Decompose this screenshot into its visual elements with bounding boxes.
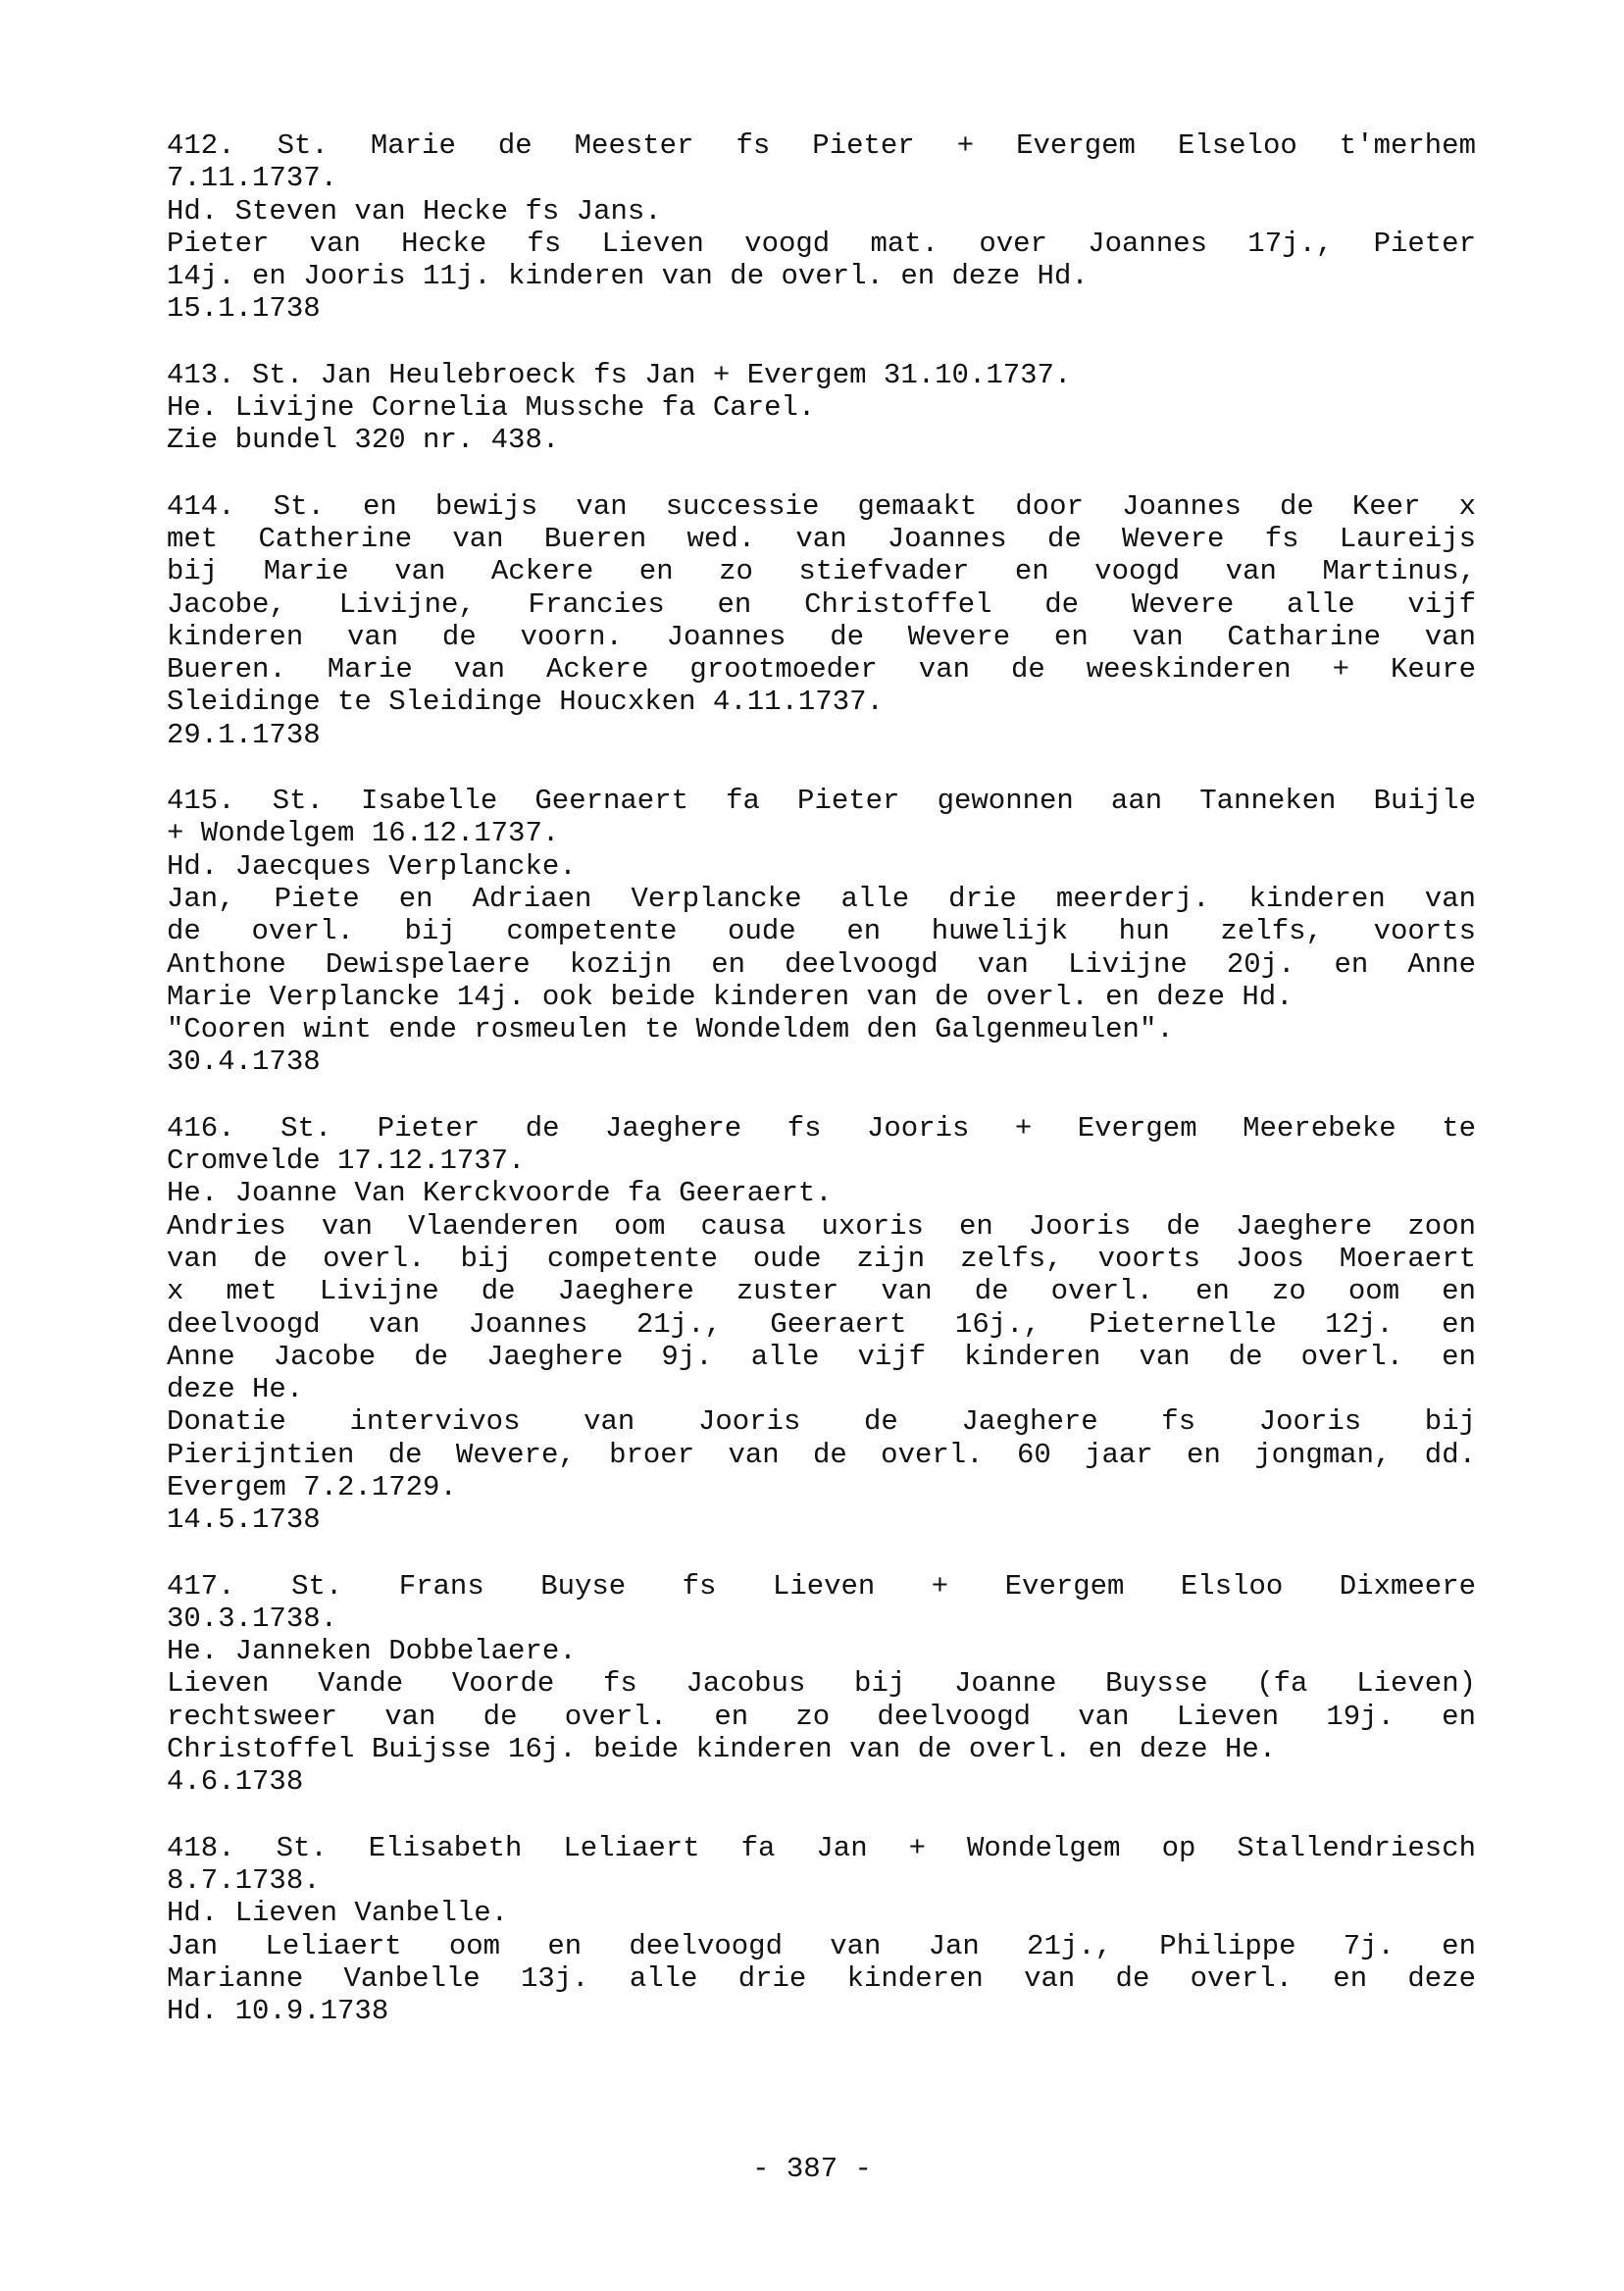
text-line: rechtsweer van de overl. en zo deelvoogd van Lieven 19j. en: [167, 1700, 1476, 1733]
text-line: 30.4.1738: [167, 1045, 321, 1079]
text-line: Pierijntien de Wevere, broer van de overl. 60 jaar en jongman, dd.: [167, 1438, 1476, 1471]
text-line: 14j. en Jooris 11j. kinderen van de overl. en deze Hd.: [167, 260, 1089, 293]
text-line: 15.1.1738: [167, 292, 321, 326]
text-line: 413. St. Jan Heulebroeck fs Jan + Evergem 31.10.1737.: [167, 358, 1072, 391]
record-entry: [167, 1832, 1476, 2028]
text-line: Sleidinge te Sleidinge Houcxken 4.11.1737.: [167, 686, 884, 719]
text-line: 7.11.1737.: [167, 162, 338, 195]
text-line: kinderen van de voorn. Joannes de Wevere en van Catharine van: [167, 620, 1476, 653]
text-line: x met Livijne de Jaeghere zuster van de overl. en zo oom en: [167, 1275, 1476, 1308]
text-line: Marianne Vanbelle 13j. alle drie kinderen van de overl. en deze: [167, 1961, 1476, 1995]
text-line: Jan, Piete en Adriaen Verplancke alle drie meerderj. kinderen van: [167, 882, 1476, 915]
text-line: 8.7.1738.: [167, 1863, 321, 1897]
text-line: Bueren. Marie van Ackere grootmoeder van de weeskinderen + Keure: [167, 653, 1476, 687]
text-line: 29.1.1738: [167, 718, 321, 751]
text-line: Lieven Vande Voorde fs Jacobus bij Joanne Buysse (fa Lieven): [167, 1667, 1476, 1701]
text-line: 14.5.1738: [167, 1503, 321, 1537]
text-line: deze He.: [167, 1373, 304, 1406]
text-line: He. Joanne Van Kerckvoorde fa Geeraert.: [167, 1177, 833, 1210]
text-line: 412. St. Marie de Meester fs Pieter + Evergem Elseloo t'merhem: [167, 129, 1476, 162]
text-line: Cromvelde 17.12.1737.: [167, 1145, 526, 1178]
document-body: [167, 129, 1476, 2061]
text-line: 4.6.1738: [167, 1765, 304, 1799]
text-line: Marie Verplancke 14j. ook beide kinderen van de overl. en deze Hd.: [167, 980, 1294, 1013]
text-line: Hd. Lieven Vanbelle.: [167, 1897, 509, 1930]
text-line: 414. St. en bewijs van successie gemaakt door Joannes de Keer x: [167, 489, 1476, 523]
record-entry: [167, 1570, 1476, 1799]
text-line: met Catherine van Bueren wed. van Joannes de Wevere fs Laureijs: [167, 522, 1476, 555]
text-line: Pieter van Hecke fs Lieven voogd mat. over Joannes 17j., Pieter: [167, 227, 1476, 260]
text-line: de overl. bij competente oude en huwelijk hun zelfs, voorts: [167, 915, 1476, 948]
text-line: He. Janneken Dobbelaere.: [167, 1635, 577, 1668]
record-entry: [167, 359, 1476, 457]
text-line: 415. St. Isabelle Geernaert fa Pieter gewonnen aan Tanneken Buijle: [167, 785, 1476, 818]
text-line: Andries van Vlaenderen oom causa uxoris en Jooris de Jaeghere zoon: [167, 1209, 1476, 1243]
text-line: Donatie intervivos van Jooris de Jaeghere fs Jooris bij: [167, 1405, 1476, 1439]
record-entry: [167, 1112, 1476, 1537]
text-line: + Wondelgem 16.12.1737.: [167, 817, 560, 850]
text-line: Evergem 7.2.1729.: [167, 1470, 457, 1503]
text-line: "Cooren wint ende rosmeulen te Wondeldem den Galgenmeulen".: [167, 1013, 1174, 1046]
text-line: He. Livijne Cornelia Mussche fa Carel.: [167, 391, 816, 425]
text-line: 416. St. Pieter de Jaeghere fs Jooris + Evergem Meerebeke te: [167, 1111, 1476, 1145]
text-line: Christoffel Buijsse 16j. beide kinderen van de overl. en deze He.: [167, 1733, 1277, 1766]
text-line: 418. St. Elisabeth Leliaert fa Jan + Wondelgem op Stallendriesch: [167, 1831, 1476, 1864]
text-line: Hd. Steven van Hecke fs Jans.: [167, 194, 662, 228]
text-line: 30.3.1738.: [167, 1602, 338, 1635]
text-line: Hd. 10.9.1738: [167, 1995, 389, 2028]
text-line: van de overl. bij competente oude zijn zelfs, voorts Joos Moeraert: [167, 1242, 1476, 1275]
text-line: Anne Jacobe de Jaeghere 9j. alle vijf kinderen van de overl. en: [167, 1340, 1476, 1373]
page-number: - 387 -: [752, 2153, 872, 2185]
text-line: Anthone Dewispelaere kozijn en deelvoogd van Livijne 20j. en Anne: [167, 947, 1476, 981]
record-entry: [167, 129, 1476, 326]
text-line: Hd. Jaecques Verplancke.: [167, 849, 577, 883]
text-line: 417. St. Frans Buyse fs Lieven + Evergem Elsloo Dixmeere: [167, 1569, 1476, 1603]
text-line: Jan Leliaert oom en deelvoogd van Jan 21j., Philippe 7j. en: [167, 1929, 1476, 1962]
record-entry: [167, 490, 1476, 751]
text-line: bij Marie van Ackere en zo stiefvader en voogd van Martinus,: [167, 555, 1476, 588]
text-line: Jacobe, Livijne, Francies en Christoffel de Wevere alle vijf: [167, 587, 1476, 621]
record-entry: [167, 785, 1476, 1079]
text-line: deelvoogd van Joannes 21j., Geeraert 16j., Pieternelle 12j. en: [167, 1307, 1476, 1341]
text-line: Zie bundel 320 nr. 438.: [167, 424, 560, 457]
